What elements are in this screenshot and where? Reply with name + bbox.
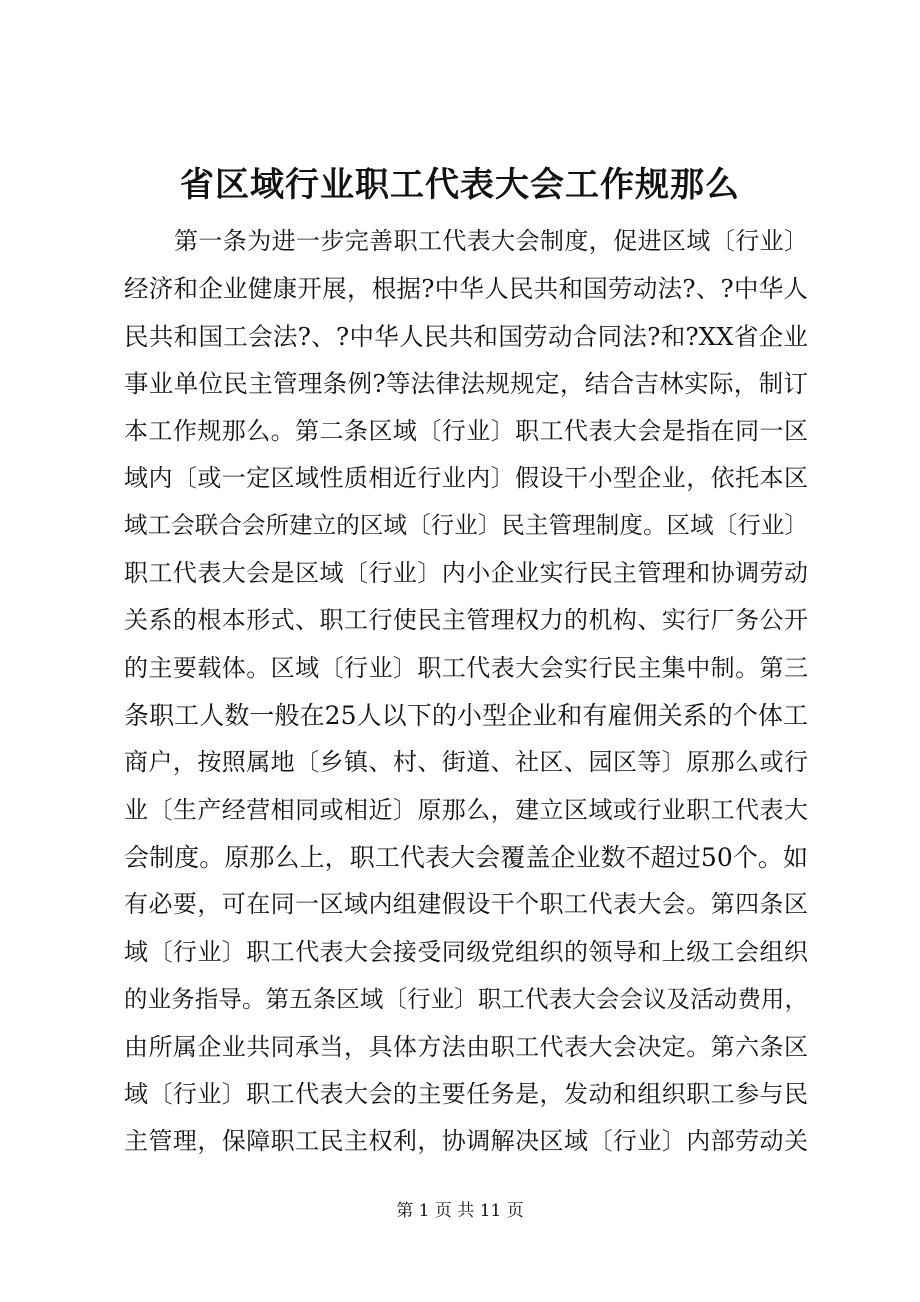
document-body [124,218,808,1166]
body-line: 职工代表大会是区域〔行业〕内小企业实行民主管理和协调劳动 [124,558,808,587]
body-line: 民共和国工会法?、?中华人民共和国劳动合同法?和?XX省企业 [124,321,808,351]
body-line: 第一条为进一步完善职工代表大会制度，促进区域〔行业〕 [174,227,808,255]
body-line: 的业务指导。第五条区域〔行业〕职工代表大会会议及活动费用， [124,985,808,1014]
body-line: 域工会联合会所建立的区域〔行业〕民主管理制度。区域〔行业〕 [124,511,808,540]
body-line: 域内〔或一定区域性质相近行业内〕假设干小型企业，依托本区 [124,463,808,492]
document-title: 省区域行业职工代表大会工作规那么 [180,165,740,205]
body-line: 关系的根本形式、职工行使民主管理权力的机构、实行厂务公开 [124,606,808,635]
body-line: 有必要，可在同一区域内组建假设干个职工代表大会。第四条区 [124,890,808,919]
body-line: 主管理，保障职工民主权利，协调解决区域〔行业〕内部劳动关 [124,1127,808,1156]
body-line: 的主要载体。区域〔行业〕职工代表大会实行民主集中制。第三 [124,653,808,682]
body-line: 会制度。原那么上，职工代表大会覆盖企业数不超过50个。如 [124,843,808,873]
body-line: 商户，按照属地〔乡镇、村、街道、社区、园区等〕原那么或行 [124,748,808,777]
body-line: 域〔行业〕职工代表大会接受同级党组织的领导和上级工会组织 [124,937,808,966]
body-line: 事业单位民主管理条例?等法律法规规定，结合吉林实际，制订 [124,369,808,399]
body-line: 域〔行业〕职工代表大会的主要任务是，发动和组织职工参与民 [124,1080,808,1109]
body-line: 由所属企业共同承当，具体方法由职工代表大会决定。第六条区 [124,1032,808,1061]
body-line: 业〔生产经营相同或相近〕原那么，建立区域或行业职工代表大 [124,795,808,824]
body-line: 经济和企业健康开展，根据?中华人民共和国劳动法?、?中华人 [124,274,808,304]
body-line: 条职工人数一般在25人以下的小型企业和有雇佣关系的个体工 [124,700,808,730]
page-number-footer: 第 1 页 共 11 页 [396,1201,524,1221]
body-line: 本工作规那么。第二条区域〔行业〕职工代表大会是指在同一区 [124,416,808,445]
